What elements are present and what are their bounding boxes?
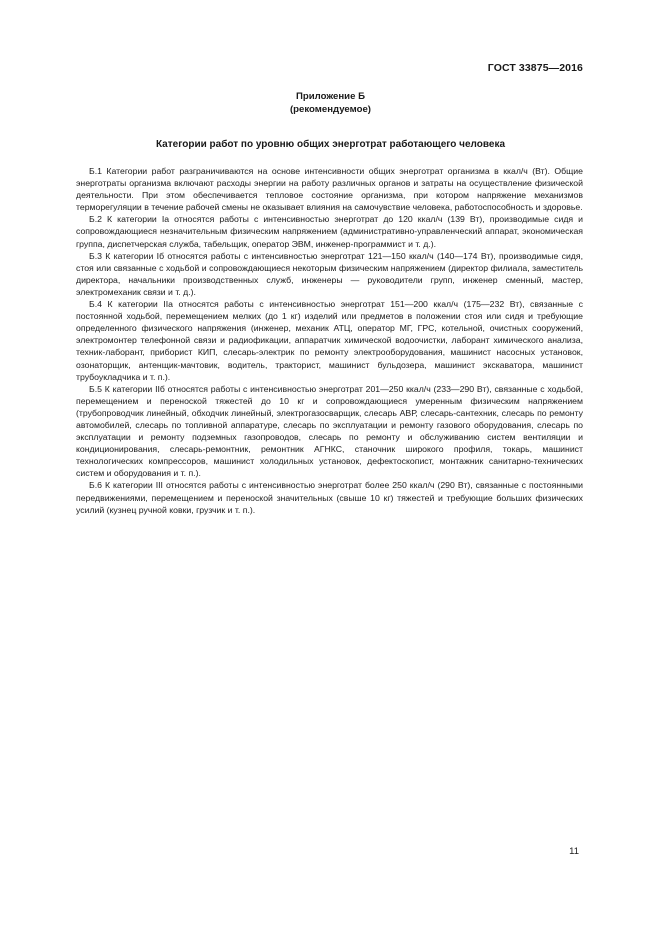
paragraph-b1: Б.1 Категории работ разграничиваются на основе интенсивности общих энерготрат организма в ккал/ч (Вт). Общие энерготраты организма включают расходы энергии на работу различных органов и затраты на осуществление физической деятельности. При этом обеспечивается тепловое состояние организма, при котором напряжение механизмов терморегуляции в течение рабочей смены не оказывает влияния на самочувствие человека, работоспособность и здоровье.: [76, 166, 583, 213]
paragraph-b2: Б.2 К категории Iа относятся работы с интенсивностью энерготрат до 120 ккал/ч (139 Вт), производимые сидя и сопровождающиеся незначительным физическим напряжением (административно-управленческий аппарат, экономическая группа, диспетчерская служба, табельщик, оператор ЭВМ, инженер-программист и т. д.).: [76, 214, 583, 249]
page-number: 11: [569, 846, 579, 857]
appendix-status: (рекомендуемое): [289, 103, 371, 115]
paragraph-b5: Б.5 К категории IIб относятся работы с интенсивностью энерготрат 201—250 ккал/ч (233—290 Вт), связанные с ходьбой, перемещением и переноской тяжестей до 10 кг и сопровождающиеся умеренным физическим напряжением (трубопроводчик линейный, обходчик линейный, электрогазосварщик, слесарь АВР, слесарь-сантехник, слесарь по ремонту автомобилей, слесарь по топливной аппаратуре, слесарь по эксплуатации и ремонту газового оборудования, слесарь по эксплуатации и ремонту подземных газопроводов, слесарь по ремонту и обслуживанию систем вентиляции и кондиционирования, слесарь-ремонтник, ремонтник АГНКС, станочник широкого профиля, токарь, машинист технологических компрессоров, машинист холодильных установок, дефектоскопист, монтажник санитарно-технических систем и оборудования и т. п.).: [76, 383, 583, 479]
paragraph-b3: Б.3 К категории Iб относятся работы с интенсивностью энерготрат 121—150 ккал/ч (140—174 Вт), производимые сидя, стоя или связанные с ходьбой и сопровождающиеся некоторым физическим напряжением (директор филиала, заместитель директора, начальники производственных служб, инженеры — руководители групп, инженер сменный, мастер, электромеханик связи и т. д.).: [76, 250, 583, 297]
paragraph-b4: Б.4 К категории IIа относятся работы с интенсивностью энерготрат 151—200 ккал/ч (175—232 Вт), связанные с постоянной ходьбой, перемещением мелких (до 1 кг) изделий или предметов в положении стоя или сидя и требующие определенного физического напряжения (инженер, механик АТЦ, оператор МГ, ГРС, котельной, очистных сооружений, электромонтер телефонной связи и радиофикации, аппаратчик химической водоочистки, лаборант химического анализа, техник-лаборант, приборист КИП, слесарь-электрик по ремонту электрооборудования, машинист насосных установок, озонаторщик, антенщик-мачтовик, водитель, тракторист, машинист бульдозера, машинист экскаватора, машинист трубоукладчика и т. п.).: [76, 299, 583, 382]
appendix-title: Приложение Б: [296, 91, 365, 102]
paragraph-b6: Б.6 К категории III относятся работы с интенсивностью энерготрат более 250 ккал/ч (290 Вт), связанные с постоянными передвижениями, перемещением и переноской значительных (свыше 10 кг) тяжестей и требующие больших физических усилий (кузнец ручной ковки, грузчик и т. п.).: [76, 480, 583, 515]
document-code: ГОСТ 33875—2016: [487, 62, 583, 74]
appendix-heading: [0, 91, 661, 116]
section-title: Категории работ по уровню общих энерготрат работающего человека: [155, 139, 506, 150]
document-body: [76, 165, 583, 516]
